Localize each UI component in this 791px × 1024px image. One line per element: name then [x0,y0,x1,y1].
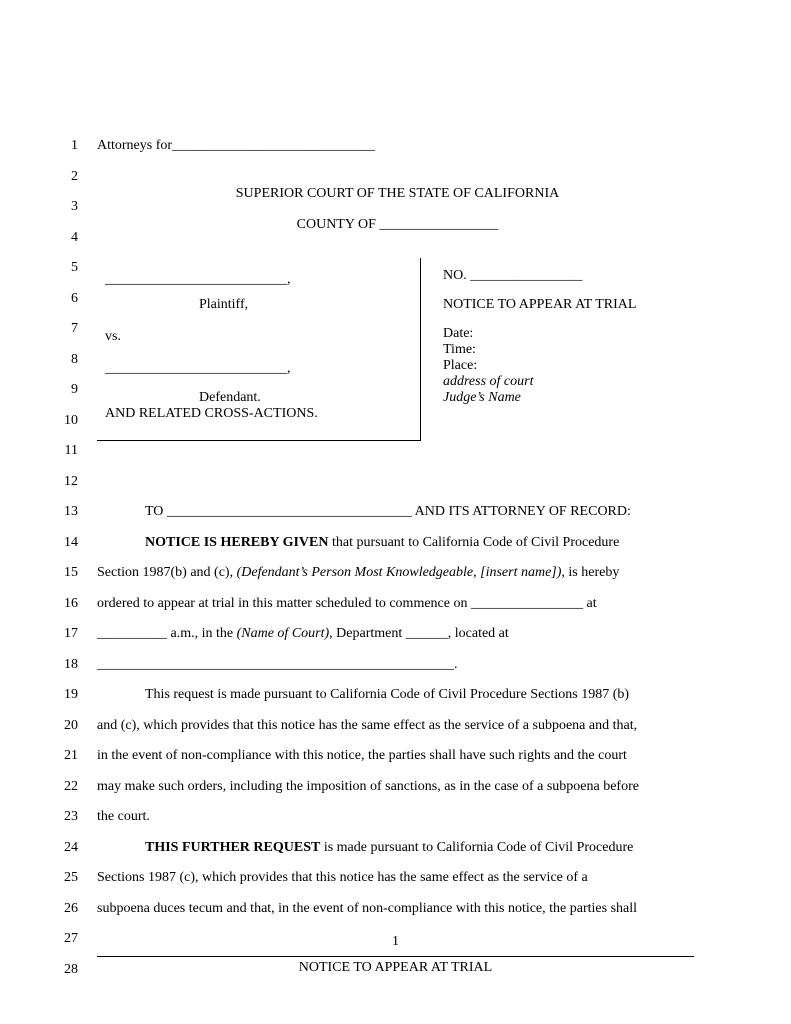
court-name-placeholder: (Name of Court) [236,626,330,641]
hearing-details [443,326,533,406]
line-number: 11 [64,443,78,458]
notice-paragraph-line-2 [97,558,698,589]
is-hereby-text: , is hereby [561,565,620,580]
to-name-blank: ___________________________________ [166,504,412,519]
department-text: , Department ______, located at [329,626,509,641]
line-number: 19 [64,687,78,702]
judge-name-placeholder: Judge’s Name [443,390,521,405]
plaintiff-label: Plaintiff, [199,297,249,312]
to-line [97,497,698,528]
line-number: 3 [71,199,78,214]
line-number: 9 [71,382,78,397]
request-paragraph-line-5: the court. [97,809,150,824]
line-number: 23 [64,809,78,824]
county-line [97,217,698,233]
line-number: 17 [64,626,78,641]
line-number: 1 [71,138,78,153]
county-blank: _________________ [379,217,499,232]
line-number: 10 [64,412,78,428]
case-number-line [443,268,582,284]
page-number: 1 [392,934,399,949]
caption-divider-rule [420,258,421,441]
request-paragraph-line-4: may make such orders, including the imposition of sanctions, as in the case of a subpoena before [97,778,639,794]
request-paragraph-line-3: in the event of non-compliance with this notice, the parties shall have such rights and the court [97,748,627,763]
court-title: SUPERIOR COURT OF THE STATE OF CALIFORNIA [235,186,560,201]
body-text [97,497,698,924]
request-paragraph-line-2: and (c), which provides that this notice has the same effect as the service of a subpoena and that, [97,717,638,733]
line-number: 5 [71,260,78,275]
person-most-knowledgeable-placeholder: (Defendant’s Person Most Knowledgeable, [insert name]) [236,565,562,580]
time-blank-text: __________ a.m., in the [97,626,237,641]
line-number: 27 [64,931,78,946]
further-request-line-1 [97,833,698,864]
request-paragraph-line-1: This request is made pursuant to California Code of Civil Procedure Sections 1987 (b) [145,687,630,702]
address-of-court-placeholder: address of court [443,374,534,389]
notice-paragraph-line-5: ___________________________________________________. [97,656,458,672]
caption-bottom-rule [97,440,421,441]
line-number: 16 [64,595,78,611]
date-label: Date: [443,326,474,341]
line-number: 8 [71,351,78,367]
further-request-line-3: subpoena duces tecum and that, in the event of non-compliance with this notice, the parties shall [97,900,638,916]
defendant-name-blank: __________________________, [105,361,291,376]
further-request-line-2: Sections 1987 (c), which provides that this notice has the same effect as the service of a [97,870,588,885]
notice-paragraph-line-1 [97,528,698,559]
line-number: 22 [64,778,78,794]
attorneys-for-line [97,131,375,162]
document-title: NOTICE TO APPEAR AT TRIAL [443,297,637,312]
line-number: 14 [64,534,78,550]
notice-paragraph-line-3: ordered to appear at trial in this matter scheduled to commence on ________________ at [97,595,597,611]
line-number: 20 [64,717,78,733]
further-request-rest: is made pursuant to California Code of Civil Procedure [320,839,634,855]
notice-given-rest: that pursuant to California Code of Civil Procedure [328,534,620,550]
line-number: 21 [64,748,78,763]
line-number: 25 [64,870,78,885]
footer-title: NOTICE TO APPEAR AT TRIAL [298,960,493,975]
line-number: 2 [71,168,78,184]
line-number: 12 [64,473,78,489]
line-number: 15 [64,565,78,580]
notice-paragraph-line-4 [97,619,698,650]
footer-rule [97,956,694,957]
to-label: TO [145,504,167,519]
line-number: 6 [71,290,78,306]
line-number: 24 [64,839,78,855]
line-number: 18 [64,656,78,672]
place-label: Place: [443,358,478,373]
attorneys-for-blank: _____________________________ [172,138,376,153]
defendant-label: Defendant. [199,390,261,405]
attorneys-for-label: Attorneys for [97,138,173,153]
notice-given-bold: NOTICE IS HEREBY GIVEN [145,534,329,550]
line-number: 28 [64,961,78,977]
time-label: Time: [443,342,476,357]
versus-label: vs. [105,329,121,344]
line-number: 4 [71,229,78,245]
section-ref: Section 1987(b) and (c), [97,565,237,580]
line-number: 26 [64,900,78,916]
line-number: 7 [71,321,78,336]
further-request-bold: THIS FURTHER REQUEST [145,839,321,855]
line-numbers [50,131,78,985]
to-line-suffix: AND ITS ATTORNEY OF RECORD: [411,504,631,519]
county-label: COUNTY OF [296,217,376,232]
case-number-blank: ________________ [470,268,583,283]
cross-actions-label: AND RELATED CROSS-ACTIONS. [105,406,318,421]
plaintiff-name-blank: __________________________, [105,272,291,287]
case-number-label: NO. [443,268,467,283]
line-number: 13 [64,504,78,519]
